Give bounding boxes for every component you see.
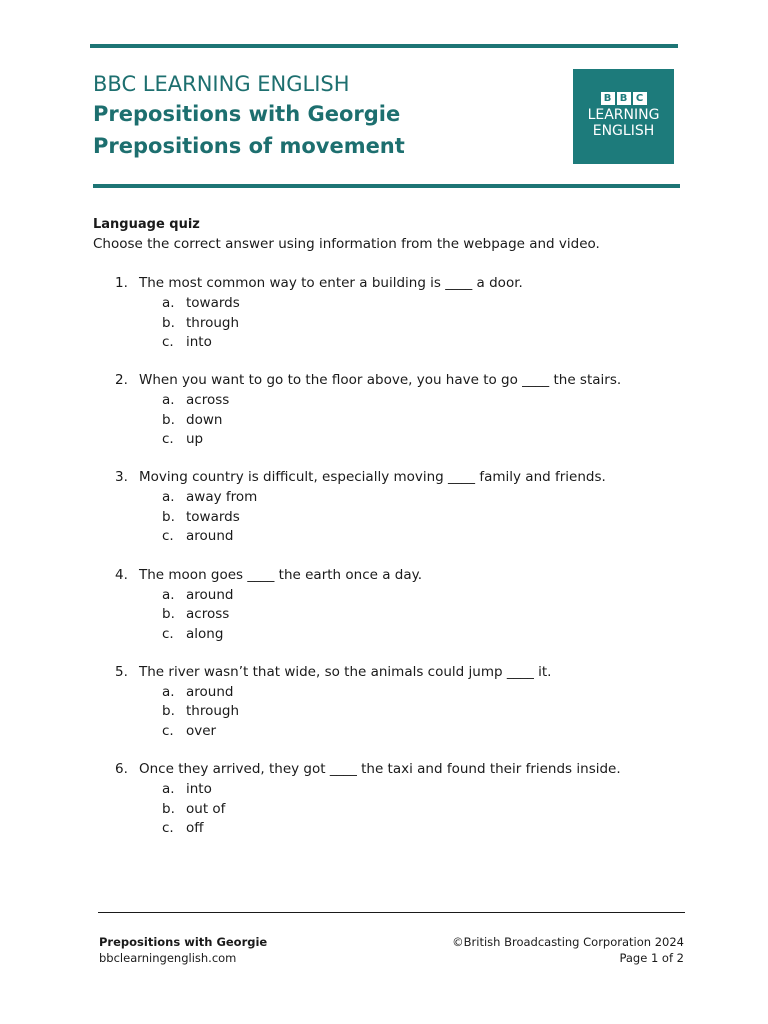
bbc-block-b1: B bbox=[601, 92, 615, 105]
quiz-heading: Language quiz bbox=[93, 217, 200, 232]
answer-option[interactable] bbox=[0, 605, 400, 625]
option-text: around bbox=[186, 528, 234, 545]
footer-url: bbclearningenglish.com bbox=[99, 951, 237, 965]
option-text: up bbox=[186, 431, 204, 448]
option-letter: b. bbox=[162, 411, 175, 428]
option-text: away from bbox=[186, 489, 258, 506]
top-rule bbox=[90, 44, 678, 48]
question-text: The moon goes ____ the earth once a day. bbox=[139, 566, 422, 583]
option-letter: b. bbox=[162, 606, 175, 623]
answer-option[interactable] bbox=[0, 625, 400, 645]
option-letter: a. bbox=[162, 781, 175, 797]
answer-option[interactable] bbox=[0, 488, 400, 508]
option-text: into bbox=[186, 334, 212, 350]
answer-option[interactable] bbox=[0, 586, 400, 606]
footer-left bbox=[99, 934, 267, 966]
question-number: 1. bbox=[115, 275, 128, 291]
answer-option[interactable] bbox=[0, 527, 400, 547]
header-bottom-rule bbox=[93, 184, 680, 188]
footer-right bbox=[452, 934, 684, 966]
option-text: across bbox=[186, 606, 230, 623]
question-text: The river wasn’t that wide, so the animals could jump ____ it. bbox=[139, 663, 552, 680]
option-letter: b. bbox=[162, 508, 175, 525]
answer-option[interactable] bbox=[0, 819, 400, 839]
bbc-learning-english-logo bbox=[573, 69, 674, 164]
bbc-block-c: C bbox=[633, 92, 647, 105]
answer-option[interactable] bbox=[0, 722, 400, 742]
footer-page-number: Page 1 of 2 bbox=[619, 951, 684, 965]
question-text: The most common way to enter a building is ____ a door. bbox=[139, 275, 523, 291]
answer-option[interactable] bbox=[0, 780, 400, 800]
option-text: towards bbox=[186, 295, 240, 311]
bbc-blocks bbox=[573, 92, 674, 105]
option-text: around bbox=[186, 586, 234, 603]
option-text: down bbox=[186, 411, 223, 428]
brand-heading: BBC LEARNING ENGLISH bbox=[93, 72, 350, 96]
question-text: When you want to go to the floor above, you have to go ____ the stairs. bbox=[139, 372, 622, 389]
answer-option[interactable] bbox=[0, 800, 400, 820]
option-letter: c. bbox=[162, 528, 174, 545]
question-number: 3. bbox=[115, 469, 128, 486]
option-letter: c. bbox=[162, 722, 174, 739]
logo-line-english: ENGLISH bbox=[592, 123, 655, 139]
question-number: 4. bbox=[115, 566, 128, 583]
logo-line-learning: LEARNING bbox=[587, 107, 660, 123]
answer-option[interactable] bbox=[0, 333, 400, 353]
footer-copyright: ©British Broadcasting Corporation 2024 bbox=[452, 935, 684, 949]
question-text: Moving country is difficult, especially moving ____ family and friends. bbox=[139, 469, 606, 486]
option-letter: c. bbox=[162, 431, 174, 448]
option-letter: b. bbox=[162, 703, 175, 720]
option-text: along bbox=[186, 625, 224, 642]
answer-option[interactable] bbox=[0, 702, 400, 722]
option-letter: a. bbox=[162, 586, 175, 603]
answer-option[interactable] bbox=[0, 508, 400, 528]
answer-option[interactable] bbox=[0, 294, 400, 314]
quiz-instruction: Choose the correct answer using information from the webpage and video. bbox=[93, 236, 600, 252]
option-letter: b. bbox=[162, 800, 175, 817]
document-title: Prepositions with Georgie bbox=[93, 102, 401, 126]
option-text: over bbox=[186, 722, 217, 739]
footer-title: Prepositions with Georgie bbox=[99, 935, 268, 949]
option-letter: c. bbox=[162, 625, 174, 642]
option-letter: c. bbox=[162, 820, 174, 836]
answer-option[interactable] bbox=[0, 430, 400, 450]
option-letter: c. bbox=[162, 334, 174, 350]
option-letter: a. bbox=[162, 295, 175, 311]
option-text: out of bbox=[186, 800, 226, 817]
answer-option[interactable] bbox=[0, 391, 400, 411]
option-text: through bbox=[186, 314, 240, 331]
document-header bbox=[93, 70, 405, 162]
question-number: 6. bbox=[115, 761, 128, 777]
option-letter: a. bbox=[162, 489, 175, 506]
footer-rule bbox=[98, 912, 685, 913]
option-letter: b. bbox=[162, 314, 175, 331]
question-number: 2. bbox=[115, 372, 128, 389]
document-subtitle: Prepositions of movement bbox=[93, 134, 405, 158]
question-number: 5. bbox=[115, 663, 128, 680]
answer-option[interactable] bbox=[0, 411, 400, 431]
option-letter: a. bbox=[162, 392, 175, 409]
bbc-block-b2: B bbox=[617, 92, 631, 105]
option-text: around bbox=[186, 683, 234, 700]
answer-option[interactable] bbox=[0, 683, 400, 703]
option-text: across bbox=[186, 392, 230, 409]
option-text: off bbox=[186, 820, 204, 836]
option-text: towards bbox=[186, 508, 240, 525]
option-text: through bbox=[186, 703, 240, 720]
option-letter: a. bbox=[162, 683, 175, 700]
answer-option[interactable] bbox=[0, 314, 400, 334]
option-text: into bbox=[186, 781, 212, 797]
question-text: Once they arrived, they got ____ the taxi and found their friends inside. bbox=[139, 761, 621, 777]
